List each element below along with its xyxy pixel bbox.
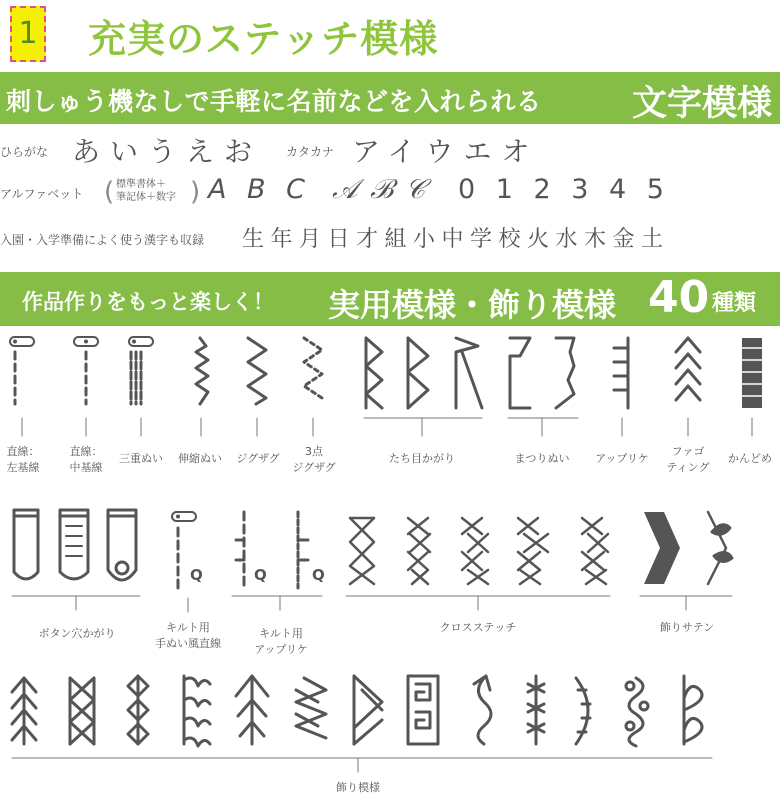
- caption-quilt-handstitch: キルト用 手ぬい風直線: [155, 621, 221, 650]
- buttonhole-stitch-icon: [14, 510, 136, 580]
- section-number: 1: [18, 16, 38, 51]
- caption-straight-left: 直線： 左基線: [6, 445, 40, 474]
- banner-highlight: 文字模様: [631, 84, 772, 124]
- caption-decorative: 飾り模様: [336, 781, 380, 794]
- applique-stitch-icon: [614, 338, 628, 408]
- banner2-unit: 種類: [712, 291, 757, 316]
- caption-applique: アップリケ: [595, 452, 649, 465]
- digits-sample: 0 1 2 3 4 5: [458, 174, 670, 205]
- caption-three-point-zigzag: 3点 ジグザグ: [292, 445, 336, 474]
- kanji-sample: 生年月日才組小中学校火水木金土: [242, 227, 670, 252]
- katakana-label: カタカナ: [286, 145, 335, 159]
- paren-open: (: [104, 177, 115, 207]
- caption-quilt-applique: キルト用 アップリケ: [254, 627, 308, 656]
- caption-satin: 飾りサテン: [659, 621, 715, 634]
- banner2-count: 40: [648, 272, 710, 323]
- zigzag-stitch-icon: [248, 338, 266, 404]
- paren-close: ): [190, 177, 201, 207]
- alphabet-standard: A B C: [208, 174, 312, 205]
- satin-stitch-icon: [644, 512, 732, 584]
- hiragana-label: ひらがな: [0, 145, 49, 159]
- banner2-highlight: 実用模様・飾り模様: [328, 286, 617, 324]
- blind-hem-stitch-icon: [510, 338, 574, 408]
- decorative-stitches-icon: [12, 676, 702, 746]
- caption-stretch-stitch: 伸縮ぬい: [178, 452, 222, 465]
- hiragana-sample: あいうえお: [72, 135, 263, 168]
- caption-fagoting: ファゴ ティング: [666, 445, 710, 474]
- kanji-label: 入園・入学準備によく使う漢字も収録: [0, 233, 205, 247]
- cross-stitch-icon: [350, 518, 608, 584]
- alphabet-label: アルファベット: [0, 187, 84, 201]
- caption-cross-stitch: クロスステッチ: [439, 621, 517, 634]
- caption-bar-tack: かんどめ: [728, 452, 772, 465]
- quilt-q-mark-1: Q: [190, 566, 203, 584]
- alphabet-note-2: 筆記体＋数字: [116, 192, 176, 203]
- overcast-stitch-icon: [366, 338, 482, 408]
- quilt-applique-icon: [236, 512, 308, 588]
- three-point-zigzag-icon: [304, 338, 322, 398]
- straight-left-stitch-icon: [10, 337, 34, 404]
- page-title: 充実のステッチ模様: [88, 17, 439, 61]
- triple-stitch-icon: [129, 337, 153, 404]
- straight-center-stitch-icon: [74, 337, 98, 404]
- quilt-q-mark-2: Q: [254, 566, 267, 584]
- caption-blind-hem: まつりぬい: [514, 452, 570, 465]
- banner2-text: 作品作りをもっと楽しく！: [22, 290, 274, 314]
- alphabet-script: 𝒜 ℬ 𝒞: [332, 174, 428, 205]
- quilt-q-mark-3: Q: [312, 566, 325, 584]
- caption-triple-stitch: 三重ぬい: [119, 452, 163, 465]
- stretch-stitch-icon: [196, 338, 208, 404]
- katakana-sample: アイウエオ: [352, 135, 540, 168]
- caption-buttonhole: ボタン穴かがり: [38, 627, 116, 640]
- caption-straight-center: 直線： 中基線: [69, 445, 103, 474]
- caption-overcast: たち目かがり: [389, 452, 455, 465]
- fagoting-stitch-icon: [676, 338, 700, 400]
- caption-zigzag: ジグザグ: [236, 452, 280, 465]
- bar-tack-stitch-icon: [742, 338, 762, 408]
- alphabet-note-1: 標準書体＋: [116, 179, 166, 190]
- banner-text: 刺しゅう機なしで手軽に名前などを入れられる: [6, 87, 542, 116]
